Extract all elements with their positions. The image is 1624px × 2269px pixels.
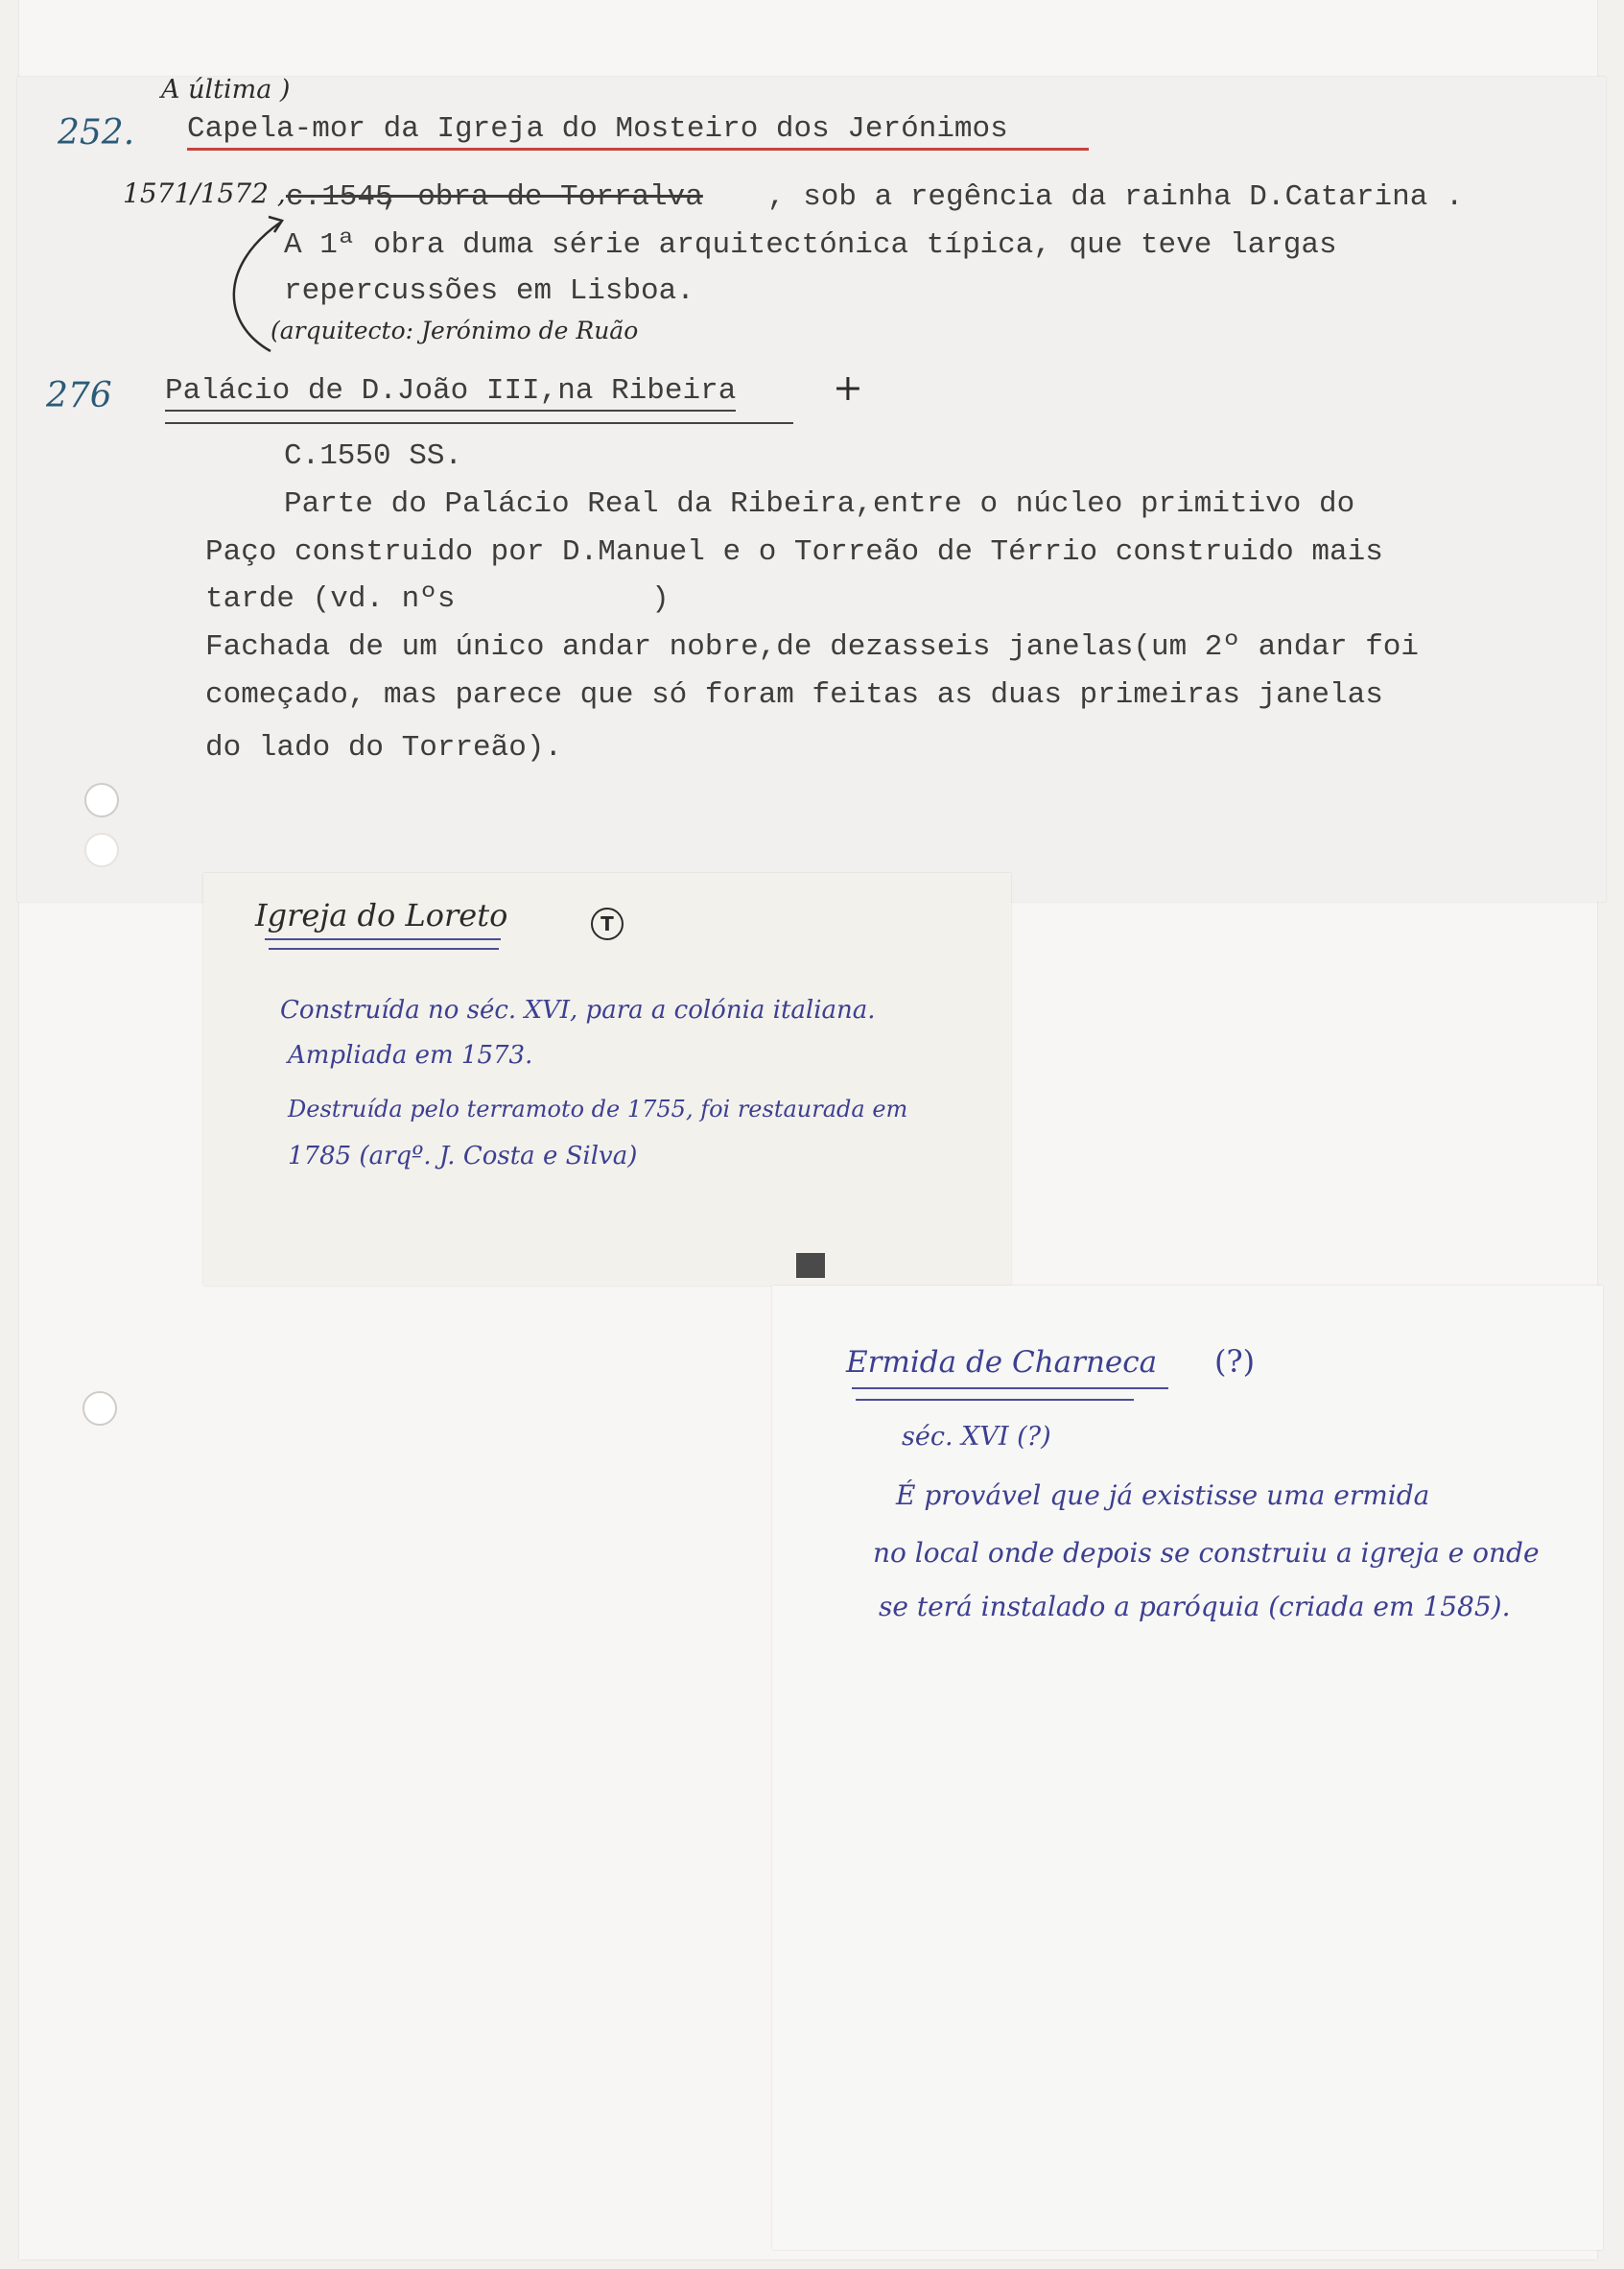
- punch-hole: [84, 833, 119, 867]
- punch-hole: [84, 783, 119, 817]
- body-line: Paço construido por D.Manuel e o Torreão de Térrio construido mais: [205, 535, 1383, 569]
- body-line: do lado do Torreão).: [205, 731, 563, 765]
- charneca-card: [772, 1286, 1603, 2250]
- card-title: Igreja do Loreto: [255, 897, 508, 934]
- description-line: A 1ª obra duma série arquitectónica típica, que teve largas: [284, 228, 1337, 262]
- card-line: Ampliada em 1573.: [288, 1041, 533, 1070]
- struck-date: c.1545: [286, 180, 393, 214]
- title-underline: [856, 1399, 1134, 1401]
- card-query: (?): [1214, 1343, 1256, 1380]
- card-line: se terá instalado a paróquia (criada em 1585).: [879, 1591, 1511, 1622]
- title-underline: [852, 1387, 1168, 1389]
- entry-number: 276: [46, 376, 112, 415]
- architect-note: (arquitecto: Jerónimo de Ruão: [271, 317, 639, 344]
- title-underline: [265, 938, 501, 940]
- dark-square-mark: [796, 1253, 825, 1278]
- cross-mark: +: [833, 366, 863, 409]
- card-title: Ermida de Charneca: [846, 1345, 1158, 1380]
- title-underline: [187, 148, 1089, 151]
- body-line: começado, mas parece que só foram feitas as duas primeiras janelas: [205, 678, 1383, 712]
- entry-title: Capela-mor da Igreja do Mosteiro dos Jerónimos: [187, 112, 1008, 146]
- title-underline: [269, 948, 499, 950]
- description-line: repercussões em Lisboa.: [284, 274, 694, 308]
- entry-date: C.1550 SS.: [284, 439, 463, 473]
- card-line: Destruída pelo terramoto de 1755, foi restaurada em: [288, 1096, 908, 1123]
- entry-number: 252.: [58, 113, 135, 153]
- regency-text: , sob a regência da rainha D.Catarina .: [767, 180, 1464, 214]
- card-line: Construída no séc. XVI, para a colónia italiana.: [280, 996, 876, 1025]
- circled-symbol: T: [591, 908, 624, 940]
- punch-hole: [82, 1391, 117, 1426]
- title-double-underline: [165, 422, 793, 424]
- card-line: É provável que já existisse uma ermida: [896, 1479, 1430, 1511]
- entry-title: Palácio de D.João III,na Ribeira: [165, 374, 736, 412]
- body-line: Fachada de um único andar nobre,de dezasseis janelas(um 2º andar foi: [205, 630, 1420, 664]
- handwritten-date: 1571/1572 ,: [123, 177, 286, 209]
- card-date: séc. XVI (?): [902, 1422, 1051, 1452]
- handwritten-above-note: A última ): [161, 75, 291, 105]
- body-line: tarde (vd. nºs ): [205, 582, 670, 616]
- card-line: 1785 (arqº. J. Costa e Silva): [288, 1142, 638, 1170]
- card-line: no local onde depois se construiu a igreja e onde: [873, 1537, 1540, 1569]
- struck-phrase: , obra de Torralva: [382, 180, 703, 214]
- body-line: Parte do Palácio Real da Ribeira,entre o núcleo primitivo do: [284, 487, 1355, 521]
